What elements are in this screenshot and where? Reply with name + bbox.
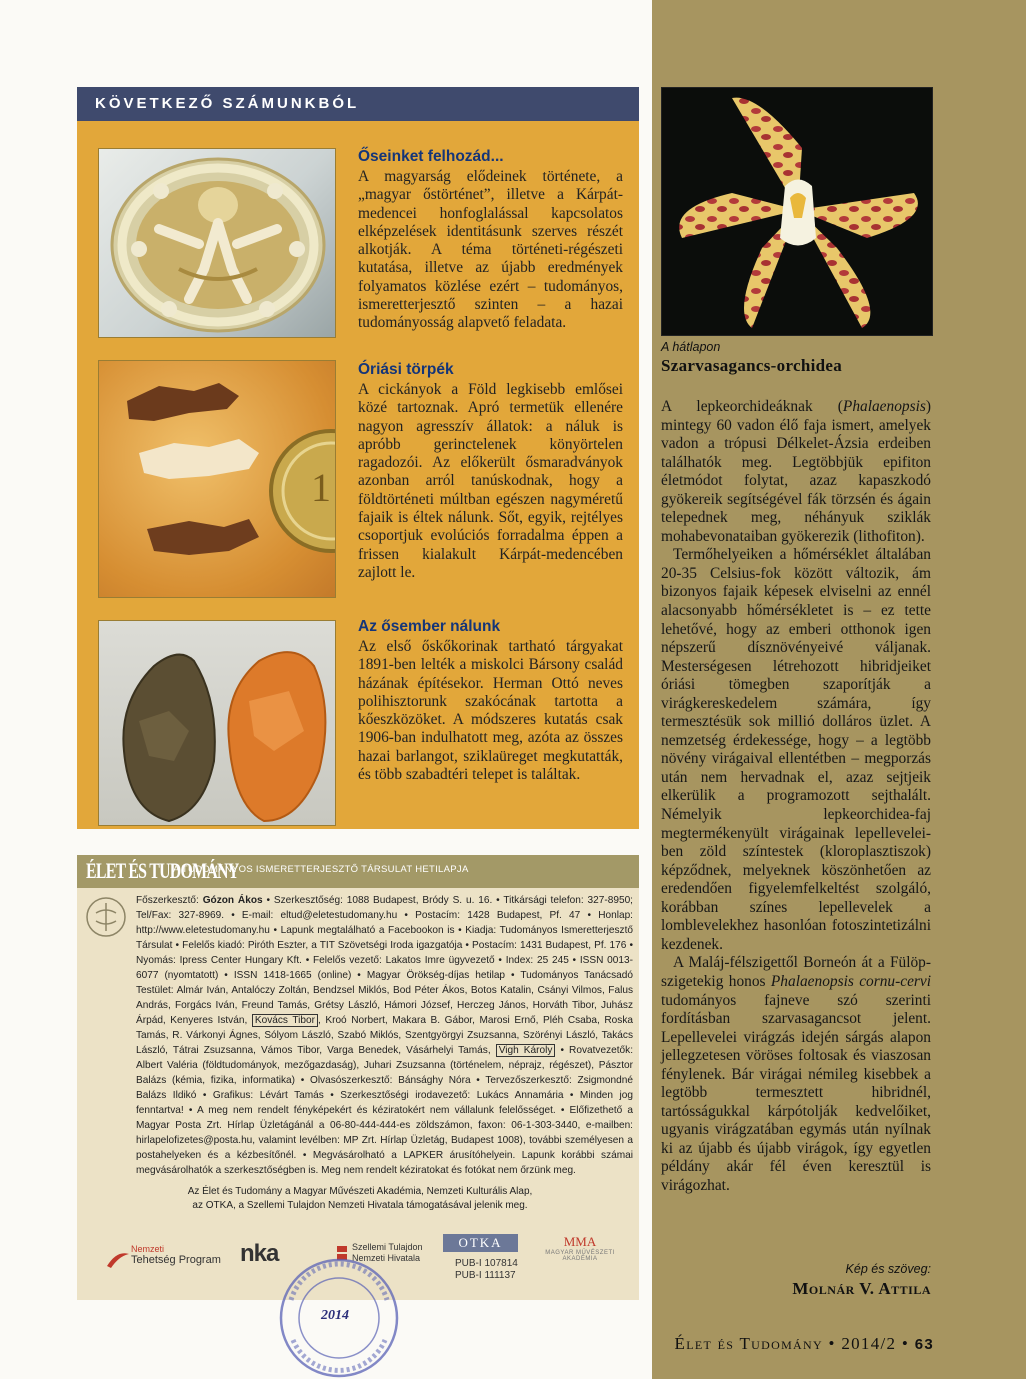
- teaser-body: Az első őskőkorinak tartható tárgyakat 1891-ben lelték a miskolci Bársony család házának építésekor. Herman Ottó neves polihisztorunk szakócának tartotta a kőeszközöket. A módszeres kutatás csak 1906-ban indulhatott meg, azóta az összes hazai barlangot, sziklaüreget megkutatták, és több szabadtéri telepet is találtak.: [358, 638, 623, 784]
- footer-magazine: Élet és Tudomány: [674, 1334, 823, 1353]
- ntp-line: Nemzeti: [131, 1244, 165, 1254]
- library-stamp: [277, 1256, 401, 1379]
- teaser-item-3: [358, 618, 623, 784]
- article-text: tudományos fajneve szó szerinti fordításban szarvasagancsot jelent. Lepellevelei virágzás idején sárgás alapon jellegzetesen vöröses foltosak és viaszosan fénylenek. Bár virágai némileg kisebbek a legtöbb termesztett hibridnél, tartósságukkal kárpótolják kedvelőiket, ugyanis virágzatában egymás után nyílnak ki az újabb és újabb virágok, így egyetlen példány akár fél éven keresztül is virágozhat.: [661, 991, 931, 1194]
- article-paragraph: [661, 954, 931, 1195]
- teaser-title: Óriási törpék: [358, 361, 454, 378]
- article-text: ) mintegy 60 vadon élő faja ismert, amelyek vadon a trópusi Délkelet-Ázsia erdeiben találhatók meg. Legtöbbjük epifiton életmódot folytat, azaz kapaszkodó gyökereik segítségével fák törzsén és ágain telepednek meg, néhányuk sziklák mohabevonataiban gyökerezik (lithofiton).: [661, 398, 931, 545]
- imprint-text-part: Főszerkesztő:: [136, 895, 203, 906]
- page-number: 63: [914, 1336, 934, 1353]
- stamp-year: 2014: [321, 1308, 349, 1323]
- teaser-title: Az ősember nálunk: [358, 618, 501, 635]
- credit-name: Molnár V. Attila: [792, 1279, 931, 1298]
- orchid-photo: [661, 87, 933, 336]
- teaser-item-1: [358, 148, 623, 333]
- support-note: [120, 1185, 600, 1213]
- support-line: Az Élet és Tudomány a Magyar Művészeti Akadémia, Nemzeti Kulturális Alap,: [187, 1186, 533, 1197]
- article-text: A lepkeorchideáknak (: [661, 398, 843, 415]
- ornament-photo: [98, 148, 336, 338]
- nka-logo: nka: [240, 1240, 279, 1267]
- article-text: A Maláj-félszigettől Borneón át a Fülöp-szigetekig honos: [661, 954, 931, 990]
- mma-logo: [535, 1234, 625, 1262]
- imprint-text-part: • Szerkesztőség: 1088 Budapest, Bródy S. u. 16. • Titkársági telefon: 327-8950; Tel/Fax: 327-8969. • E-mail: eltud@eletestudomany.hu • Postacím: 1428 Budapest, Pf. 47 • Honlap: http://www.eletestudomany.hu • Lapunk megtalálható a Facebookon is • Kiadja: Tudományos Ismeretterjesztő Társulat • Felelős kiadó: Piróth Eszter, a TIT Szövetségi Iroda igazgatója • Postacím: 1431 Budapest, Pf. 176 • Nyomás: Ipress Center Hungary Kft. • Felelős vezető: Lakatos Imre ügyvezető • Index: 25 245 • ISSN 0013-6077 (nyomtatott) • ISSN 1418-1665 (online) • Magyar Örökség-díjas hetilap • Tudományos Tanácsadó Testület: Almár Iván, Antalóczy Zoltán, Bendzsel Miklós, Bod Péter Ákos, Botos Katalin, Csányi Vilmos, Falus András, Forgács Iván, Freund Tamás, Grétsy László, Hámori József, Herczeg János, Horváth Tibor, Juhász Árpád, Kenyeres István,: [136, 895, 633, 1026]
- imprint-tagline: A TUDOMÁNYOS ISMERETTERJESZTŐ TÁRSULAT HETILAPJA: [173, 864, 469, 875]
- imprint-header: [77, 855, 639, 888]
- species-name: Phalaenopsis cornu-cervi: [770, 972, 931, 990]
- orchid-article: [661, 398, 931, 1196]
- article-paragraph: Termőhelyeiken a hőmérséklet általában 20-35 Celsius-fok között változik, ám bizonyos fajaik képesek elviselni az ennél alacsonyabb hőmérsékletet is – ez tette lehetővé, hogy az emberi otthonok igen népszerű dísznövényeivé váljanak. Mesterségesen létrehozott hibridjeiket óriási tömegben szaporítják a virágkereskedelem számára, így termesztésük sok millió dolláros üzlet. A nemzetség érdekessége, hogy – a legtöbb növény virágaival ellentétben – megporzás után nem hervadnak el, azaz sejtjeik elkerülik a programozott sejthalált. Némelyik lepkeorchidea-faj megtermékenyült virágainak lepelleveleiben zöld színtestek (kloroplasztiszok) képződnek, melyeknek köszönhetően az eredendően figyelemfelkeltést szolgáló, korábban színes lepellevelek a lomblevelekhez hasonlóan fotoszintetizálni kezdenek.: [661, 546, 931, 953]
- imprint-text-part: • Rovatvezetők: Albert Valéria (földtudományok, mezőgazdaság), Juhari Zsuzsanna (történelem, néprajz, régészet), Pásztor Balázs (kémia, fizika, informatika) • Olvasószerkesztő: Bánsághy Nóra • Tervezőszerkesztő: Zsigmondné Balázs Ildikó • Grafikus: Lévárt Tamás • Szerkesztőségi irodavezető: Lukács Annamária • Minden jog fenntartva! • A meg nem rendelt fényképekért és kéziratokért nem vállalunk felelősséget. • Előfizethető a Magyar Posta Zrt. Hírlap Üzletágánál a 06-80-444-444-es zöldszámon, faxon: 06-1-303-3440, e-mailben: hirlapelofizetes@posta.hu, valamint levélben: MP Zrt. Hírlap Üzletág, Budapest 1008), további személyesen a postahelyeken és a kézbesítőnél. • Megvásárolható a LAPKER árusítóhelyein. Lapunk korábbi számai megvásárolhatók a szerkesztőségben is. Meg nem rendelt kéziratokat és fotókat nem őrzünk meg.: [136, 1045, 633, 1176]
- back-cover-title: Szarvasagancs-orchidea: [661, 356, 842, 375]
- support-line: az OTKA, a Szellemi Tulajdon Nemzeti Hivatala támogatásával jelenik meg.: [192, 1200, 528, 1211]
- pub-code: PUB-I 107814: [455, 1258, 518, 1269]
- next-issue-header: KÖVETKEZŐ SZÁMUNKBÓL: [77, 87, 639, 121]
- stone-tools-photo: [98, 620, 336, 826]
- teaser-item-2: [358, 361, 623, 582]
- magazine-logo: ÉLET ÉS TUDOMÁNY: [86, 858, 239, 883]
- imprint-text: [136, 893, 633, 1178]
- sztnh-line: Szellemi Tulajdon: [352, 1242, 423, 1252]
- mma-line: MAGYAR MŰVÉSZETI: [545, 1250, 615, 1256]
- boxed-name: Vigh Károly: [496, 1044, 556, 1057]
- otka-logo: OTKA: [443, 1234, 518, 1252]
- mma-mark: MMA: [563, 1234, 597, 1249]
- fossil-jaws-photo: [98, 360, 336, 598]
- teaser-body: A cickányok a Föld legkisebb emlősei közé tartoznak. Apró termetük ellenére nagyon agresszív állatok: a náluk is apróbb gerinctelenek könyörtelen ragadozói. Az előkerült ősmaradványok azonban arról tanúskodnak, hogy a földtörténeti múltban egészen nagyméretű fajaik is éltek nálunk. Sőt, egyik, rejtélyes csoportjuk evolúciós forradalma éppen a frissen kialakult Kárpát-medencében zajlott le.: [358, 381, 623, 581]
- pub-code: PUB-I 111137: [455, 1270, 516, 1281]
- boxed-name: Kovács Tibor: [252, 1014, 318, 1027]
- teaser-title: Őseinket felhozád...: [358, 148, 504, 165]
- imprint-text-part: , Kroó Norbert, Makara B. Gábor, Marosi Ernő, Pléh Csaba, Roska Tamás, R. Várkonyi Ágnes, Sólyom László, Szabó Miklós, Szentgyörgyi Zsuzsanna, Szörényi László, Takács László, Tátrai Zsuzsanna, Vámos Tibor, Varga Benedek, Vásárhelyi Tamás,: [136, 1015, 633, 1056]
- footer-issue: 2014/2: [841, 1334, 897, 1353]
- editor-in-chief: Gózon Ákos: [202, 895, 263, 906]
- sztnh-line: Nemzeti Hivatala: [352, 1253, 421, 1263]
- ntp-line: Tehetség Program: [131, 1254, 221, 1266]
- svg-text:1: 1: [311, 465, 331, 510]
- credit-label: Kép és szöveg:: [845, 1262, 931, 1276]
- tit-emblem-icon: [84, 895, 128, 939]
- page-footer: Élet és Tudomány • 2014/2 • 63: [674, 1334, 934, 1353]
- back-cover-kicker: A hátlapon: [661, 340, 721, 354]
- mma-line: AKADÉMIA: [562, 1256, 598, 1262]
- genus-name: Phalaenopsis: [842, 398, 926, 415]
- teaser-body: A magyarság elődeinek története, a „magyar őstörténet”, illetve a Kárpát-medencei honfoglalással kapcsolatos elképzelések identitásunk szerves részét alkotják. A téma történeti-régészeti kutatása, illetve az újabb eredmények folyamatos közlése ezért – tudományos, ismeretterjesztő szinten – a hazai tudományosság alapvető feladata.: [358, 168, 623, 332]
- article-paragraph: [661, 398, 931, 546]
